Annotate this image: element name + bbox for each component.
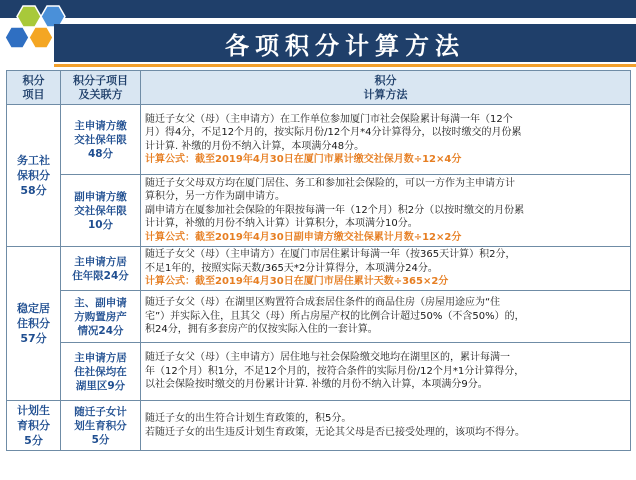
formula-text: 计算公式：截至2019年4月30日在厦门市累计缴交社保月数÷12×4分 bbox=[145, 154, 462, 165]
method-cell: 随迁子女父母双方均在厦门居住、务工和参加社会保险的，可以一方作为主申请方计 算积分，另一方作为副申请方。 副申请方在厦参加社会保险的年限按每满一年（12个月）积2分（以按时缴交的月份累 计计算，补缴的月份不纳入计算）计算积分，本项满分10分。 计算公式：截至2019年4月30日副申请方缴交社保累计月数÷12×2分 bbox=[141, 175, 631, 247]
title-accent-line bbox=[54, 64, 636, 67]
method-cell: 随迁子女的出生符合计划生育政策的，积5分。 若随迁子女的出生违反计划生育政策，无论其父母是否已接受处理的，该项均不得分。 bbox=[141, 401, 631, 451]
method-cell: 随迁子女父（母）（主申请方）在工作单位参加厦门市社会保险累计每满一年（12个 月）得4分，不足12个月的，按实际月份/12个月*4分计算得分，以按时缴交的月份累 计计算. 补缴的月份不纳入计算，本项满分48分。 计算公式：截至2019年4月30日在厦门市累计缴交社保月数÷12×4分 bbox=[141, 105, 631, 175]
table-row bbox=[7, 291, 631, 343]
formula-text: 计算公式：截至2019年4月30日副申请方缴交社保累计月数÷12×2分 bbox=[145, 231, 462, 243]
subitem-cell: 主申请方缴 交社保年限 48分 bbox=[61, 105, 141, 175]
page-title: 各项积分计算方法 bbox=[225, 31, 465, 60]
header-cell-item: 积分 项目 bbox=[7, 71, 61, 105]
subitem-cell: 主申请方居 住社保均在 湖里区9分 bbox=[61, 343, 141, 401]
table-row bbox=[7, 343, 631, 401]
method-cell: 随迁子女父（母）在湖里区购置符合成套居住条件的商品住房（房屋用途应为“住 宅”）并实际入住，且其父（母）所占房屋产权的比例合计超过50%（不含50%）的， 积24分，拥有多套房产的仅按实际入住的一套计算。 bbox=[141, 291, 631, 343]
header-cell-method: 积分 计算方法 bbox=[141, 71, 631, 105]
method-cell: 随迁子女父（母）（主申请方）在厦门市居住累计每满一年（按365天计算）积2分， 不足1年的，按照实际天数/365天*2分计算得分，本项满分24分。 计算公式：截至2019年4月30日在厦门市居住累计天数÷365×2分 bbox=[141, 247, 631, 291]
subitem-cell: 主、副申请 方购置房产 情况24分 bbox=[61, 291, 141, 343]
category-cell-family-planning: 计划生 育积分 5分 bbox=[7, 401, 61, 451]
formula-text: 计算公式：截至2019年4月30日在厦门市居住累计天数÷365×2分 bbox=[145, 276, 449, 288]
top-band bbox=[0, 0, 636, 18]
table-row bbox=[7, 175, 631, 247]
header-cell-subitem: 积分子项目 及关联方 bbox=[61, 71, 141, 105]
category-cell-work-social-insurance: 务工社 保积分 58分 bbox=[7, 105, 61, 247]
table-header-row bbox=[7, 71, 631, 105]
table-row bbox=[7, 247, 631, 291]
table-row bbox=[7, 105, 631, 175]
category-cell-stable-residence: 稳定居 住积分 57分 bbox=[7, 247, 61, 401]
subitem-cell: 副申请方缴 交社保年限 10分 bbox=[61, 175, 141, 247]
subitem-cell: 主申请方居 住年限24分 bbox=[61, 247, 141, 291]
points-table bbox=[6, 70, 631, 451]
subitem-cell: 随迁子女计 划生育积分 5分 bbox=[61, 401, 141, 451]
method-cell: 随迁子女父（母）（主申请方）居住地与社会保险缴交地均在湖里区的，累计每满一 年（12个月）积1分，不足12个月的，按符合条件的实际月份/12个月*1分计算得分， 以社会保险按时缴交的月份累计计算. 补缴的月份不纳入计算，本项满分9分。 bbox=[141, 343, 631, 401]
table-row bbox=[7, 401, 631, 451]
title-bar bbox=[54, 24, 636, 62]
